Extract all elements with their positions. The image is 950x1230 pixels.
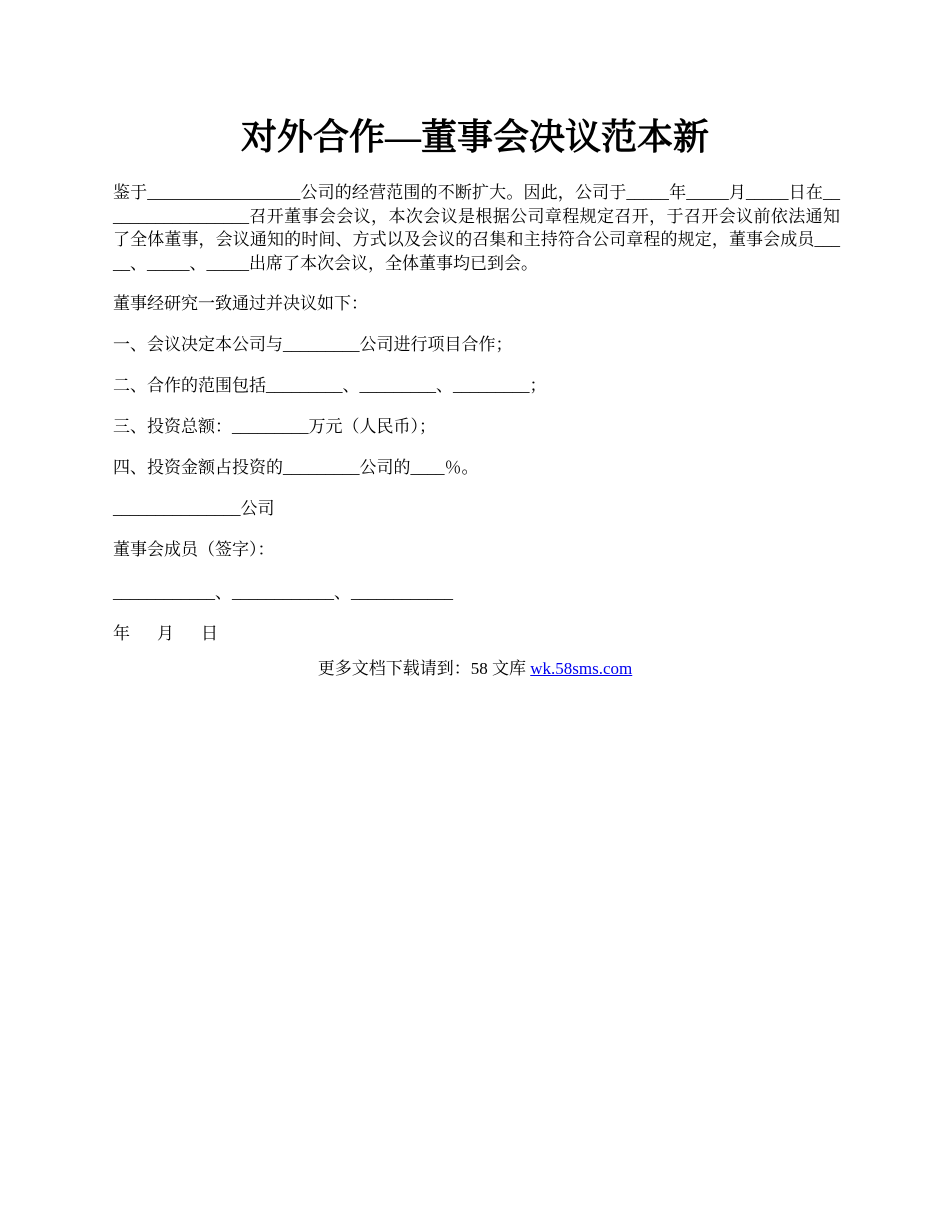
footer-text: 更多文档下载请到：58 文库 <box>317 659 531 678</box>
resolution-item-4: 四、投资金额占投资的_________公司的____％。 <box>113 458 479 477</box>
resolution-item-3: 三、投资总额：_________万元（人民币）； <box>113 417 436 436</box>
document-body <box>113 181 840 646</box>
company-line: _______________公司 <box>113 499 275 518</box>
signatures-label: 董事会成员（签字）： <box>113 540 275 559</box>
date-year: 年 <box>113 624 130 643</box>
signature-lines: ____________、____________、____________ <box>113 583 453 602</box>
intro-paragraph: 鉴于__________________公司的经营范围的不断扩大。因此，公司于_____年_____月_____日在__________________召开董事会会议，本次会议是根据公司章程规定召开，于召开会议前依法通知了全体董事，会议通知的时间、方式以及会议的召集和主持符合公司章程的规定，董事会成员_____、_____、_____出席了本次会议，全体董事均已到会。 <box>113 183 840 273</box>
date-month: 月 <box>157 624 174 643</box>
resolution-intro: 董事经研究一致通过并决议如下： <box>113 294 368 313</box>
date-line <box>113 622 840 646</box>
resolution-item-1: 一、会议决定本公司与_________公司进行项目合作； <box>113 335 513 354</box>
footer <box>0 657 950 681</box>
footer-link[interactable]: wk.58sms.com <box>530 659 633 678</box>
resolution-item-2: 二、合作的范围包括_________、_________、_________； <box>113 376 547 395</box>
date-day: 日 <box>201 624 218 643</box>
document-title: 对外合作—董事会决议范本新 <box>240 117 709 157</box>
